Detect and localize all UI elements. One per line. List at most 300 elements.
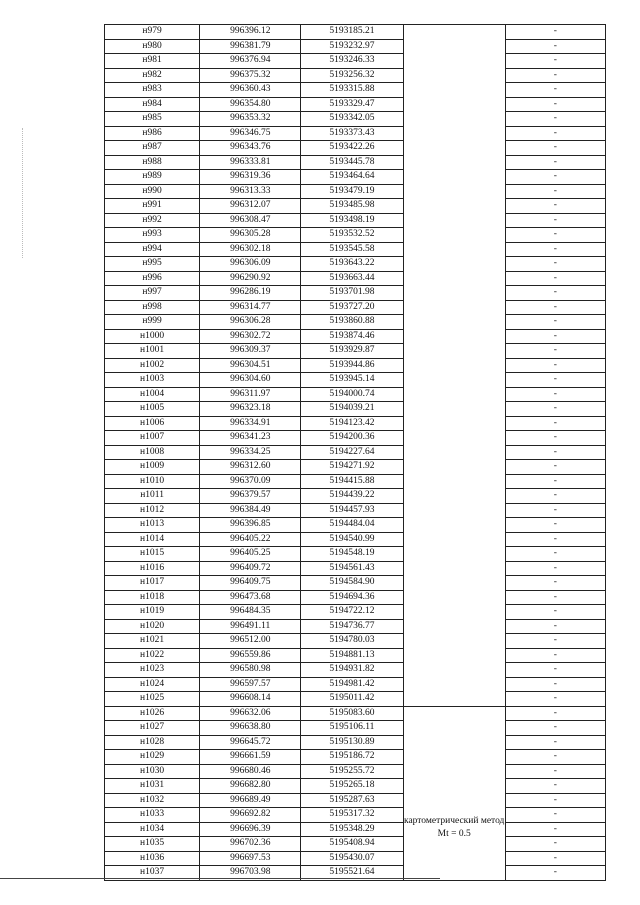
x-coordinate-cell: 996334.91 — [200, 416, 301, 431]
accuracy-cell: - — [505, 39, 605, 54]
scan-artifact — [22, 128, 24, 258]
x-coordinate-cell: 996405.22 — [200, 532, 301, 547]
point-id-cell: н1017 — [105, 576, 200, 591]
accuracy-cell: - — [505, 532, 605, 547]
y-coordinate-cell: 5194200.36 — [301, 431, 403, 446]
table-row — [105, 634, 606, 649]
accuracy-cell: - — [505, 126, 605, 141]
table-row — [105, 155, 606, 170]
y-coordinate-cell: 5193373.43 — [301, 126, 403, 141]
table-row — [105, 779, 606, 794]
point-id-cell: н981 — [105, 54, 200, 69]
x-coordinate-cell: 996313.33 — [200, 184, 301, 199]
x-coordinate-cell: 996341.23 — [200, 431, 301, 446]
x-coordinate-cell: 996696.39 — [200, 822, 301, 837]
x-coordinate-cell: 996304.51 — [200, 358, 301, 373]
x-coordinate-cell: 996580.98 — [200, 663, 301, 678]
x-coordinate-cell: 996360.43 — [200, 83, 301, 98]
table-row — [105, 532, 606, 547]
accuracy-cell: - — [505, 358, 605, 373]
x-coordinate-cell: 996645.72 — [200, 735, 301, 750]
x-coordinate-cell: 996306.28 — [200, 315, 301, 330]
x-coordinate-cell: 996491.11 — [200, 619, 301, 634]
table-row — [105, 329, 606, 344]
accuracy-cell: - — [505, 286, 605, 301]
table-row — [105, 184, 606, 199]
point-id-cell: н990 — [105, 184, 200, 199]
x-coordinate-cell: 996608.14 — [200, 692, 301, 707]
accuracy-cell: - — [505, 721, 605, 736]
point-id-cell: н1005 — [105, 402, 200, 417]
table-row — [105, 271, 606, 286]
page-bottom-rule — [0, 878, 440, 879]
y-coordinate-cell: 5194000.74 — [301, 387, 403, 402]
y-coordinate-cell: 5193329.47 — [301, 97, 403, 112]
table-row — [105, 547, 606, 562]
y-coordinate-cell: 5194271.92 — [301, 460, 403, 475]
accuracy-cell: - — [505, 431, 605, 446]
x-coordinate-cell: 996559.86 — [200, 648, 301, 663]
point-id-cell: н995 — [105, 257, 200, 272]
accuracy-cell: - — [505, 184, 605, 199]
x-coordinate-cell: 996381.79 — [200, 39, 301, 54]
point-id-cell: н993 — [105, 228, 200, 243]
table-row — [105, 257, 606, 272]
table-row — [105, 735, 606, 750]
y-coordinate-cell: 5193464.64 — [301, 170, 403, 185]
x-coordinate-cell: 996354.80 — [200, 97, 301, 112]
table-row — [105, 286, 606, 301]
x-coordinate-cell: 996333.81 — [200, 155, 301, 170]
method-description-cell: картометрический метод Mt = 0.5 — [403, 706, 505, 880]
point-id-cell: н1024 — [105, 677, 200, 692]
y-coordinate-cell: 5194123.42 — [301, 416, 403, 431]
x-coordinate-cell: 996689.49 — [200, 793, 301, 808]
accuracy-cell: - — [505, 242, 605, 257]
table-row — [105, 431, 606, 446]
accuracy-cell: - — [505, 445, 605, 460]
accuracy-cell: - — [505, 460, 605, 475]
table-row — [105, 228, 606, 243]
table-row — [105, 39, 606, 54]
point-id-cell: н988 — [105, 155, 200, 170]
table-row — [105, 648, 606, 663]
y-coordinate-cell: 5194548.19 — [301, 547, 403, 562]
y-coordinate-cell: 5193643.22 — [301, 257, 403, 272]
x-coordinate-cell: 996396.85 — [200, 518, 301, 533]
point-id-cell: н987 — [105, 141, 200, 156]
accuracy-cell: - — [505, 402, 605, 417]
x-coordinate-cell: 996312.60 — [200, 460, 301, 475]
x-coordinate-cell: 996305.28 — [200, 228, 301, 243]
point-id-cell: н983 — [105, 83, 200, 98]
table-row — [105, 97, 606, 112]
accuracy-cell: - — [505, 68, 605, 83]
accuracy-cell: - — [505, 692, 605, 707]
accuracy-cell: - — [505, 663, 605, 678]
accuracy-cell: - — [505, 315, 605, 330]
table-row — [105, 692, 606, 707]
table-row — [105, 561, 606, 576]
x-coordinate-cell: 996346.75 — [200, 126, 301, 141]
table-row — [105, 663, 606, 678]
x-coordinate-cell: 996682.80 — [200, 779, 301, 794]
table-row — [105, 358, 606, 373]
y-coordinate-cell: 5193498.19 — [301, 213, 403, 228]
x-coordinate-cell: 996375.32 — [200, 68, 301, 83]
point-id-cell: н1016 — [105, 561, 200, 576]
accuracy-cell: - — [505, 141, 605, 156]
table-row — [105, 402, 606, 417]
x-coordinate-cell: 996302.72 — [200, 329, 301, 344]
accuracy-cell: - — [505, 489, 605, 504]
point-id-cell: н1021 — [105, 634, 200, 649]
accuracy-cell: - — [505, 155, 605, 170]
x-coordinate-cell: 996405.25 — [200, 547, 301, 562]
point-id-cell: н997 — [105, 286, 200, 301]
x-coordinate-cell: 996311.97 — [200, 387, 301, 402]
point-id-cell: н1002 — [105, 358, 200, 373]
table-row — [105, 605, 606, 620]
y-coordinate-cell: 5195255.72 — [301, 764, 403, 779]
y-coordinate-cell: 5194457.93 — [301, 503, 403, 518]
accuracy-cell: - — [505, 257, 605, 272]
accuracy-cell: - — [505, 735, 605, 750]
table-row — [105, 315, 606, 330]
y-coordinate-cell: 5195408.94 — [301, 837, 403, 852]
accuracy-cell: - — [505, 54, 605, 69]
y-coordinate-cell: 5193945.14 — [301, 373, 403, 388]
point-id-cell: н1025 — [105, 692, 200, 707]
table-row — [105, 387, 606, 402]
point-id-cell: н994 — [105, 242, 200, 257]
table-row — [105, 764, 606, 779]
accuracy-cell: - — [505, 474, 605, 489]
x-coordinate-cell: 996323.18 — [200, 402, 301, 417]
point-id-cell: н1020 — [105, 619, 200, 634]
point-id-cell: н1007 — [105, 431, 200, 446]
point-id-cell: н1034 — [105, 822, 200, 837]
point-id-cell: н1004 — [105, 387, 200, 402]
accuracy-cell: - — [505, 576, 605, 591]
point-id-cell: н1029 — [105, 750, 200, 765]
point-id-cell: н1012 — [105, 503, 200, 518]
y-coordinate-cell: 5193929.87 — [301, 344, 403, 359]
point-id-cell: н1006 — [105, 416, 200, 431]
table-row — [105, 721, 606, 736]
table-row — [105, 677, 606, 692]
table-row — [105, 300, 606, 315]
accuracy-cell: - — [505, 271, 605, 286]
point-id-cell: н1003 — [105, 373, 200, 388]
x-coordinate-cell: 996319.36 — [200, 170, 301, 185]
y-coordinate-cell: 5194415.88 — [301, 474, 403, 489]
table-row — [105, 706, 606, 721]
accuracy-cell: - — [505, 387, 605, 402]
accuracy-cell: - — [505, 706, 605, 721]
x-coordinate-cell: 996343.76 — [200, 141, 301, 156]
coordinates-table — [104, 24, 606, 881]
x-coordinate-cell: 996597.57 — [200, 677, 301, 692]
y-coordinate-cell: 5193727.20 — [301, 300, 403, 315]
accuracy-cell: - — [505, 677, 605, 692]
y-coordinate-cell: 5193485.98 — [301, 199, 403, 214]
table-row — [105, 837, 606, 852]
x-coordinate-cell: 996680.46 — [200, 764, 301, 779]
table-row — [105, 170, 606, 185]
x-coordinate-cell: 996702.36 — [200, 837, 301, 852]
point-id-cell: н1031 — [105, 779, 200, 794]
table-row — [105, 112, 606, 127]
y-coordinate-cell: 5194227.64 — [301, 445, 403, 460]
y-coordinate-cell: 5195430.07 — [301, 851, 403, 866]
x-coordinate-cell: 996409.75 — [200, 576, 301, 591]
point-id-cell: н1027 — [105, 721, 200, 736]
point-id-cell: н1014 — [105, 532, 200, 547]
point-id-cell: н1000 — [105, 329, 200, 344]
y-coordinate-cell: 5193342.05 — [301, 112, 403, 127]
y-coordinate-cell: 5193860.88 — [301, 315, 403, 330]
accuracy-cell: - — [505, 83, 605, 98]
x-coordinate-cell: 996286.19 — [200, 286, 301, 301]
point-id-cell: н1019 — [105, 605, 200, 620]
y-coordinate-cell: 5194484.04 — [301, 518, 403, 533]
accuracy-cell: - — [505, 25, 605, 40]
y-coordinate-cell: 5194931.82 — [301, 663, 403, 678]
point-id-cell: н984 — [105, 97, 200, 112]
accuracy-cell: - — [505, 648, 605, 663]
accuracy-cell: - — [505, 764, 605, 779]
table-row — [105, 822, 606, 837]
point-id-cell: н979 — [105, 25, 200, 40]
table-row — [105, 489, 606, 504]
y-coordinate-cell: 5194981.42 — [301, 677, 403, 692]
accuracy-cell: - — [505, 300, 605, 315]
point-id-cell: н1011 — [105, 489, 200, 504]
x-coordinate-cell: 996376.94 — [200, 54, 301, 69]
x-coordinate-cell: 996409.72 — [200, 561, 301, 576]
accuracy-cell: - — [505, 503, 605, 518]
table-row — [105, 344, 606, 359]
point-id-cell: н1026 — [105, 706, 200, 721]
table-row — [105, 851, 606, 866]
table-row — [105, 460, 606, 475]
y-coordinate-cell: 5195521.64 — [301, 866, 403, 881]
point-id-cell: н1013 — [105, 518, 200, 533]
y-coordinate-cell: 5194722.12 — [301, 605, 403, 620]
y-coordinate-cell: 5194584.90 — [301, 576, 403, 591]
table-row — [105, 242, 606, 257]
table-row — [105, 416, 606, 431]
x-coordinate-cell: 996697.53 — [200, 851, 301, 866]
table-row — [105, 126, 606, 141]
x-coordinate-cell: 996304.60 — [200, 373, 301, 388]
point-id-cell: н1009 — [105, 460, 200, 475]
accuracy-cell: - — [505, 329, 605, 344]
y-coordinate-cell: 5193185.21 — [301, 25, 403, 40]
y-coordinate-cell: 5193256.32 — [301, 68, 403, 83]
table-row — [105, 576, 606, 591]
accuracy-cell: - — [505, 851, 605, 866]
y-coordinate-cell: 5195130.89 — [301, 735, 403, 750]
accuracy-cell: - — [505, 112, 605, 127]
y-coordinate-cell: 5193532.52 — [301, 228, 403, 243]
accuracy-cell: - — [505, 518, 605, 533]
accuracy-cell: - — [505, 213, 605, 228]
y-coordinate-cell: 5193315.88 — [301, 83, 403, 98]
table-row — [105, 141, 606, 156]
y-coordinate-cell: 5195317.32 — [301, 808, 403, 823]
accuracy-cell: - — [505, 373, 605, 388]
y-coordinate-cell: 5195348.29 — [301, 822, 403, 837]
accuracy-cell: - — [505, 619, 605, 634]
point-id-cell: н1018 — [105, 590, 200, 605]
point-id-cell: н1033 — [105, 808, 200, 823]
point-id-cell: н1035 — [105, 837, 200, 852]
point-id-cell: н986 — [105, 126, 200, 141]
y-coordinate-cell: 5194736.77 — [301, 619, 403, 634]
point-id-cell: н982 — [105, 68, 200, 83]
x-coordinate-cell: 996314.77 — [200, 300, 301, 315]
coordinates-table-body — [105, 25, 606, 881]
point-id-cell: н991 — [105, 199, 200, 214]
x-coordinate-cell: 996290.92 — [200, 271, 301, 286]
accuracy-cell: - — [505, 605, 605, 620]
table-row — [105, 54, 606, 69]
x-coordinate-cell: 996638.80 — [200, 721, 301, 736]
table-row — [105, 25, 606, 40]
point-id-cell: н998 — [105, 300, 200, 315]
y-coordinate-cell: 5193422.26 — [301, 141, 403, 156]
accuracy-cell: - — [505, 561, 605, 576]
point-id-cell: н992 — [105, 213, 200, 228]
method-cell-empty — [403, 25, 505, 707]
accuracy-cell: - — [505, 590, 605, 605]
point-id-cell: н1023 — [105, 663, 200, 678]
table-row — [105, 68, 606, 83]
y-coordinate-cell: 5193479.19 — [301, 184, 403, 199]
accuracy-cell: - — [505, 837, 605, 852]
x-coordinate-cell: 996484.35 — [200, 605, 301, 620]
accuracy-cell: - — [505, 344, 605, 359]
accuracy-cell: - — [505, 808, 605, 823]
y-coordinate-cell: 5194881.13 — [301, 648, 403, 663]
y-coordinate-cell: 5195011.42 — [301, 692, 403, 707]
accuracy-cell: - — [505, 170, 605, 185]
point-id-cell: н989 — [105, 170, 200, 185]
point-id-cell: н1015 — [105, 547, 200, 562]
y-coordinate-cell: 5195186.72 — [301, 750, 403, 765]
table-row — [105, 199, 606, 214]
table-row — [105, 503, 606, 518]
x-coordinate-cell: 996703.98 — [200, 866, 301, 881]
accuracy-cell: - — [505, 97, 605, 112]
x-coordinate-cell: 996309.37 — [200, 344, 301, 359]
x-coordinate-cell: 996312.07 — [200, 199, 301, 214]
x-coordinate-cell: 996692.82 — [200, 808, 301, 823]
accuracy-cell: - — [505, 750, 605, 765]
point-id-cell: н1010 — [105, 474, 200, 489]
table-row — [105, 83, 606, 98]
x-coordinate-cell: 996306.09 — [200, 257, 301, 272]
point-id-cell: н980 — [105, 39, 200, 54]
y-coordinate-cell: 5193232.97 — [301, 39, 403, 54]
y-coordinate-cell: 5193545.58 — [301, 242, 403, 257]
point-id-cell: н985 — [105, 112, 200, 127]
point-id-cell: н1001 — [105, 344, 200, 359]
x-coordinate-cell: 996661.59 — [200, 750, 301, 765]
point-id-cell: н1032 — [105, 793, 200, 808]
table-row — [105, 750, 606, 765]
table-row — [105, 518, 606, 533]
x-coordinate-cell: 996334.25 — [200, 445, 301, 460]
x-coordinate-cell: 996396.12 — [200, 25, 301, 40]
point-id-cell: н1028 — [105, 735, 200, 750]
y-coordinate-cell: 5195287.63 — [301, 793, 403, 808]
point-id-cell: н999 — [105, 315, 200, 330]
point-id-cell: н996 — [105, 271, 200, 286]
table-row — [105, 373, 606, 388]
y-coordinate-cell: 5193663.44 — [301, 271, 403, 286]
accuracy-cell: - — [505, 199, 605, 214]
y-coordinate-cell: 5195265.18 — [301, 779, 403, 794]
y-coordinate-cell: 5194780.03 — [301, 634, 403, 649]
x-coordinate-cell: 996308.47 — [200, 213, 301, 228]
point-id-cell: н1037 — [105, 866, 200, 881]
table-row — [105, 590, 606, 605]
y-coordinate-cell: 5194540.99 — [301, 532, 403, 547]
y-coordinate-cell: 5194039.21 — [301, 402, 403, 417]
x-coordinate-cell: 996632.06 — [200, 706, 301, 721]
accuracy-cell: - — [505, 793, 605, 808]
y-coordinate-cell: 5195106.11 — [301, 721, 403, 736]
table-row — [105, 445, 606, 460]
table-row — [105, 808, 606, 823]
accuracy-cell: - — [505, 634, 605, 649]
point-id-cell: н1022 — [105, 648, 200, 663]
y-coordinate-cell: 5193246.33 — [301, 54, 403, 69]
table-row — [105, 793, 606, 808]
x-coordinate-cell: 996370.09 — [200, 474, 301, 489]
accuracy-cell: - — [505, 822, 605, 837]
point-id-cell: н1030 — [105, 764, 200, 779]
accuracy-cell: - — [505, 416, 605, 431]
accuracy-cell: - — [505, 547, 605, 562]
x-coordinate-cell: 996353.32 — [200, 112, 301, 127]
y-coordinate-cell: 5195083.60 — [301, 706, 403, 721]
y-coordinate-cell: 5194561.43 — [301, 561, 403, 576]
accuracy-cell: - — [505, 866, 605, 881]
accuracy-cell: - — [505, 779, 605, 794]
x-coordinate-cell: 996384.49 — [200, 503, 301, 518]
accuracy-cell: - — [505, 228, 605, 243]
table-row — [105, 213, 606, 228]
y-coordinate-cell: 5193944.86 — [301, 358, 403, 373]
x-coordinate-cell: 996512.00 — [200, 634, 301, 649]
point-id-cell: н1036 — [105, 851, 200, 866]
x-coordinate-cell: 996302.18 — [200, 242, 301, 257]
y-coordinate-cell: 5194694.36 — [301, 590, 403, 605]
point-id-cell: н1008 — [105, 445, 200, 460]
y-coordinate-cell: 5194439.22 — [301, 489, 403, 504]
table-row — [105, 474, 606, 489]
y-coordinate-cell: 5193445.78 — [301, 155, 403, 170]
y-coordinate-cell: 5193701.98 — [301, 286, 403, 301]
table-row — [105, 619, 606, 634]
x-coordinate-cell: 996473.68 — [200, 590, 301, 605]
y-coordinate-cell: 5193874.46 — [301, 329, 403, 344]
x-coordinate-cell: 996379.57 — [200, 489, 301, 504]
